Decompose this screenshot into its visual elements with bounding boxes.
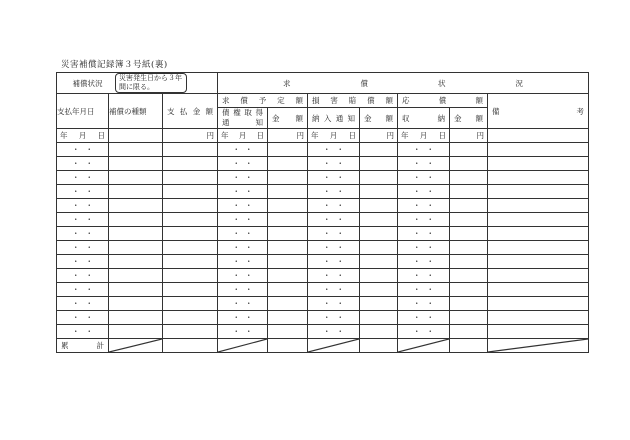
date-dots: ・ ・ xyxy=(323,201,345,210)
amount3-cell[interactable] xyxy=(450,255,488,269)
total-amount-cell[interactable] xyxy=(268,339,308,353)
collected-cell[interactable] xyxy=(398,171,450,185)
amount-cell[interactable] xyxy=(268,129,308,143)
date-dots: ・ ・ xyxy=(72,285,93,294)
collected-cell[interactable] xyxy=(398,227,450,241)
amount3-cell[interactable] xyxy=(450,227,488,241)
compensation-record-table xyxy=(56,72,589,353)
amount-cell[interactable] xyxy=(268,171,308,185)
pay-date-cell[interactable] xyxy=(57,311,109,325)
amount3-cell[interactable] xyxy=(450,297,488,311)
amount2-cell[interactable] xyxy=(360,297,398,311)
total-blank-cell xyxy=(488,339,589,353)
pay-amount-cell[interactable] xyxy=(163,143,218,157)
notice-cell[interactable] xyxy=(308,199,360,213)
comp-type-cell[interactable] xyxy=(109,283,163,297)
collected-cell[interactable] xyxy=(398,241,450,255)
amount2-cell[interactable] xyxy=(360,171,398,185)
amount-cell[interactable] xyxy=(268,269,308,283)
claim-right-cell[interactable] xyxy=(218,255,268,269)
date-dots: ・ ・ xyxy=(323,159,345,168)
date-dots: ・ ・ xyxy=(72,215,93,224)
amount3-cell[interactable] xyxy=(450,213,488,227)
amount-cell[interactable] xyxy=(268,325,308,339)
pay-amount-header: 支 払 金 額 xyxy=(163,94,218,129)
date-dots: ・ ・ xyxy=(232,271,253,280)
pay-date-cell[interactable] xyxy=(57,129,109,143)
claim-right-cell[interactable] xyxy=(218,241,268,255)
date-dots: ・ ・ xyxy=(323,243,345,252)
date-dots: ・ ・ xyxy=(323,229,345,238)
date-dots: ・ ・ xyxy=(323,187,345,196)
total-blank-cell xyxy=(398,339,450,353)
remarks-cell[interactable] xyxy=(488,241,589,255)
date-dots: ・ ・ xyxy=(72,159,93,168)
amount2-cell[interactable] xyxy=(360,143,398,157)
pay-date-cell[interactable] xyxy=(57,157,109,171)
date-unit: 年 月 日 xyxy=(221,131,265,140)
date-dots: ・ ・ xyxy=(413,201,435,210)
pay-amount-cell[interactable] xyxy=(163,297,218,311)
collected-cell[interactable] xyxy=(398,185,450,199)
remarks-cell[interactable] xyxy=(488,325,589,339)
claim-status-char: 求 xyxy=(283,78,291,88)
amount2-cell[interactable] xyxy=(360,227,398,241)
total-label-cell: 累 計 xyxy=(57,339,109,353)
amount2-cell[interactable] xyxy=(360,157,398,171)
date-dots: ・ ・ xyxy=(232,187,253,196)
notice-cell[interactable] xyxy=(308,143,360,157)
collected-header: 収 納 xyxy=(398,108,450,129)
notice-header: 納 入 通 知 xyxy=(308,108,360,129)
pay-date-cell[interactable] xyxy=(57,185,109,199)
comp-type-cell[interactable] xyxy=(109,311,163,325)
claim-status-char: 償 xyxy=(360,78,369,88)
pay-date-cell[interactable] xyxy=(57,241,109,255)
claim-right-cell[interactable] xyxy=(218,325,268,339)
collected-cell[interactable] xyxy=(398,129,450,143)
table-row xyxy=(57,269,589,283)
pay-date-cell[interactable] xyxy=(57,283,109,297)
comp-type-cell[interactable] xyxy=(109,241,163,255)
claim-right-cell[interactable] xyxy=(218,283,268,297)
status-header xyxy=(57,73,218,94)
pay-date-cell[interactable] xyxy=(57,325,109,339)
yen-unit: 円 xyxy=(476,131,485,140)
date-dots: ・ ・ xyxy=(72,243,93,252)
damages-header: 損 害 賠 償 額 xyxy=(308,94,398,108)
comp-type-header: 補償の種類 xyxy=(109,94,163,129)
date-dots: ・ ・ xyxy=(413,243,435,252)
comp-type-cell[interactable] xyxy=(109,269,163,283)
header-row-1 xyxy=(57,73,589,94)
amount2-cell[interactable] xyxy=(360,241,398,255)
notice-cell[interactable] xyxy=(308,255,360,269)
date-dots: ・ ・ xyxy=(323,145,345,154)
limit-note: 災害発生日から３年間に限る。 xyxy=(115,73,187,93)
amount-cell[interactable] xyxy=(268,241,308,255)
remarks-cell[interactable] xyxy=(488,213,589,227)
date-dots: ・ ・ xyxy=(413,215,435,224)
claim-right-cell[interactable] xyxy=(218,269,268,283)
claim-right-header: 債 権 取 得 通 知 xyxy=(218,108,268,129)
amount-cell[interactable] xyxy=(268,143,308,157)
date-unit: 年 月 日 xyxy=(311,131,357,140)
amount2-cell[interactable] xyxy=(360,129,398,143)
claim-right-cell[interactable] xyxy=(218,129,268,143)
amount-cell[interactable] xyxy=(268,199,308,213)
pay-date-cell[interactable] xyxy=(57,171,109,185)
comp-type-cell[interactable] xyxy=(109,157,163,171)
remarks-cell[interactable] xyxy=(488,143,589,157)
pay-date-cell[interactable] xyxy=(57,143,109,157)
amount2-header: 金 額 xyxy=(360,108,398,129)
claim-right-cell[interactable] xyxy=(218,227,268,241)
claim-right-cell[interactable] xyxy=(218,185,268,199)
table-row xyxy=(57,241,589,255)
date-dots: ・ ・ xyxy=(72,313,93,322)
pay-amount-cell[interactable] xyxy=(163,199,218,213)
amount-cell[interactable] xyxy=(268,157,308,171)
comp-type-cell[interactable] xyxy=(109,297,163,311)
date-dots: ・ ・ xyxy=(323,215,345,224)
pay-amount-cell[interactable] xyxy=(163,311,218,325)
date-dots: ・ ・ xyxy=(232,145,253,154)
date-dots: ・ ・ xyxy=(413,327,435,336)
amount2-cell[interactable] xyxy=(360,185,398,199)
amount2-cell[interactable] xyxy=(360,199,398,213)
table-row xyxy=(57,213,589,227)
amount-cell[interactable] xyxy=(268,185,308,199)
table-row xyxy=(57,185,589,199)
claim-plan-header: 求 償 予 定 額 xyxy=(218,94,308,108)
pay-date-cell[interactable] xyxy=(57,199,109,213)
date-dots: ・ ・ xyxy=(413,229,435,238)
table-row xyxy=(57,157,589,171)
amount3-cell[interactable] xyxy=(450,157,488,171)
date-dots: ・ ・ xyxy=(232,257,253,266)
remarks-cell[interactable] xyxy=(488,185,589,199)
collected-cell[interactable] xyxy=(398,269,450,283)
comp-type-cell[interactable] xyxy=(109,325,163,339)
pay-amount-cell[interactable] xyxy=(163,213,218,227)
notice-cell[interactable] xyxy=(308,157,360,171)
date-dots: ・ ・ xyxy=(323,285,345,294)
date-dots: ・ ・ xyxy=(232,159,253,168)
amount3-cell[interactable] xyxy=(450,143,488,157)
form-title: 災害補償記録簿３号紙(裏) xyxy=(61,60,168,70)
amount3-cell[interactable] xyxy=(450,325,488,339)
collected-cell[interactable] xyxy=(398,297,450,311)
date-dots: ・ ・ xyxy=(413,173,435,182)
date-dots: ・ ・ xyxy=(323,299,345,308)
paid-header: 応 償 額 xyxy=(398,94,488,108)
date-dots: ・ ・ xyxy=(323,313,345,322)
remarks-cell[interactable] xyxy=(488,171,589,185)
notice-cell[interactable] xyxy=(308,171,360,185)
claim-status-char: 状 xyxy=(438,78,446,88)
amount3-cell[interactable] xyxy=(450,199,488,213)
comp-type-cell[interactable] xyxy=(109,171,163,185)
amount3-cell[interactable] xyxy=(450,129,488,143)
date-dots: ・ ・ xyxy=(413,257,435,266)
collected-cell[interactable] xyxy=(398,283,450,297)
pay-amount-cell[interactable] xyxy=(163,325,218,339)
status-label: 補償状況 xyxy=(72,78,103,88)
date-dots: ・ ・ xyxy=(232,215,253,224)
date-dots: ・ ・ xyxy=(413,313,435,322)
claim-status-header xyxy=(218,73,589,94)
remarks-cell[interactable] xyxy=(488,255,589,269)
table-row xyxy=(57,297,589,311)
date-dots: ・ ・ xyxy=(72,145,93,154)
table-row xyxy=(57,311,589,325)
comp-type-cell[interactable] xyxy=(109,129,163,143)
pay-date-cell[interactable] xyxy=(57,213,109,227)
amount-cell[interactable] xyxy=(268,311,308,325)
amount3-cell[interactable] xyxy=(450,311,488,325)
amount3-cell[interactable] xyxy=(450,185,488,199)
total-blank-cell xyxy=(109,339,163,353)
claim-right-cell[interactable] xyxy=(218,297,268,311)
date-dots: ・ ・ xyxy=(323,257,345,266)
remarks-header: 備 考 xyxy=(488,94,589,129)
table-row xyxy=(57,227,589,241)
notice-cell[interactable] xyxy=(308,325,360,339)
remarks-cell[interactable] xyxy=(488,129,589,143)
amount-cell[interactable] xyxy=(268,297,308,311)
amount3-cell[interactable] xyxy=(450,241,488,255)
yen-unit: 円 xyxy=(296,131,305,140)
claim-status-char: 況 xyxy=(515,78,524,88)
amount2-cell[interactable] xyxy=(360,325,398,339)
remarks-cell[interactable] xyxy=(488,227,589,241)
date-unit: 年 月 日 xyxy=(60,131,105,140)
date-dots: ・ ・ xyxy=(72,173,93,182)
pay-amount-cell[interactable] xyxy=(163,227,218,241)
date-dots: ・ ・ xyxy=(413,271,435,280)
date-dots: ・ ・ xyxy=(413,187,435,196)
date-dots: ・ ・ xyxy=(232,285,253,294)
date-dots: ・ ・ xyxy=(232,313,253,322)
remarks-cell[interactable] xyxy=(488,297,589,311)
notice-cell[interactable] xyxy=(308,185,360,199)
collected-cell[interactable] xyxy=(398,311,450,325)
pay-date-cell[interactable] xyxy=(57,297,109,311)
pay-date-cell[interactable] xyxy=(57,269,109,283)
claim-right-cell[interactable] xyxy=(218,199,268,213)
amount-cell[interactable] xyxy=(268,283,308,297)
header-row-2 xyxy=(57,94,589,108)
pay-amount-cell[interactable] xyxy=(163,185,218,199)
date-dots: ・ ・ xyxy=(232,173,253,182)
total-amount2-cell[interactable] xyxy=(360,339,398,353)
remarks-cell[interactable] xyxy=(488,269,589,283)
total-row xyxy=(57,339,589,353)
notice-cell[interactable] xyxy=(308,241,360,255)
notice-cell[interactable] xyxy=(308,269,360,283)
comp-type-cell[interactable] xyxy=(109,213,163,227)
comp-type-cell[interactable] xyxy=(109,143,163,157)
claim-right-cell[interactable] xyxy=(218,171,268,185)
total-blank-cell xyxy=(308,339,360,353)
collected-cell[interactable] xyxy=(398,157,450,171)
table-row xyxy=(57,129,589,143)
claim-right-cell[interactable] xyxy=(218,143,268,157)
date-dots: ・ ・ xyxy=(72,327,93,336)
pay-date-cell[interactable] xyxy=(57,255,109,269)
yen-unit: 円 xyxy=(386,131,395,140)
amount2-cell[interactable] xyxy=(360,213,398,227)
date-dots: ・ ・ xyxy=(323,271,345,280)
date-dots: ・ ・ xyxy=(72,201,93,210)
date-dots: ・ ・ xyxy=(413,285,435,294)
remarks-cell[interactable] xyxy=(488,311,589,325)
date-dots: ・ ・ xyxy=(232,299,253,308)
table-row xyxy=(57,171,589,185)
pay-amount-cell[interactable] xyxy=(163,171,218,185)
amount3-cell[interactable] xyxy=(450,269,488,283)
table-row xyxy=(57,143,589,157)
comp-type-cell[interactable] xyxy=(109,185,163,199)
date-dots: ・ ・ xyxy=(323,173,345,182)
amount2-cell[interactable] xyxy=(360,311,398,325)
date-dots: ・ ・ xyxy=(413,299,435,308)
claim-right-cell[interactable] xyxy=(218,157,268,171)
amount3-cell[interactable] xyxy=(450,171,488,185)
date-dots: ・ ・ xyxy=(413,159,435,168)
yen-unit: 円 xyxy=(206,131,215,140)
notice-cell[interactable] xyxy=(308,129,360,143)
date-dots: ・ ・ xyxy=(72,229,93,238)
date-dots: ・ ・ xyxy=(232,243,253,252)
amount-cell[interactable] xyxy=(268,255,308,269)
claim-right-cell[interactable] xyxy=(218,311,268,325)
comp-type-cell[interactable] xyxy=(109,199,163,213)
date-dots: ・ ・ xyxy=(323,327,345,336)
amount-cell[interactable] xyxy=(268,213,308,227)
amount-cell[interactable] xyxy=(268,227,308,241)
date-dots: ・ ・ xyxy=(232,327,253,336)
notice-cell[interactable] xyxy=(308,213,360,227)
date-unit: 年 月 日 xyxy=(401,131,447,140)
total-amount3-cell[interactable] xyxy=(450,339,488,353)
date-dots: ・ ・ xyxy=(72,187,93,196)
table-row xyxy=(57,283,589,297)
table-row xyxy=(57,255,589,269)
remarks-cell[interactable] xyxy=(488,199,589,213)
pay-amount-cell[interactable] xyxy=(163,255,218,269)
amount-header: 金 額 xyxy=(268,108,308,129)
date-dots: ・ ・ xyxy=(413,145,435,154)
notice-cell[interactable] xyxy=(308,283,360,297)
date-dots: ・ ・ xyxy=(72,299,93,308)
total-pay-cell[interactable] xyxy=(163,339,218,353)
date-dots: ・ ・ xyxy=(232,229,253,238)
pay-date-header: 支払年月日 xyxy=(57,94,109,129)
amount2-cell[interactable] xyxy=(360,269,398,283)
collected-cell[interactable] xyxy=(398,255,450,269)
comp-type-cell[interactable] xyxy=(109,227,163,241)
notice-cell[interactable] xyxy=(308,311,360,325)
date-dots: ・ ・ xyxy=(72,257,93,266)
collected-cell[interactable] xyxy=(398,213,450,227)
remarks-cell[interactable] xyxy=(488,283,589,297)
amount3-cell[interactable] xyxy=(450,283,488,297)
comp-type-cell[interactable] xyxy=(109,255,163,269)
total-blank-cell xyxy=(218,339,268,353)
notice-cell[interactable] xyxy=(308,227,360,241)
amount3-header: 金 額 xyxy=(450,108,488,129)
collected-cell[interactable] xyxy=(398,199,450,213)
pay-amount-cell[interactable] xyxy=(163,283,218,297)
remarks-cell[interactable] xyxy=(488,157,589,171)
pay-amount-cell[interactable] xyxy=(163,157,218,171)
date-dots: ・ ・ xyxy=(72,271,93,280)
pay-amount-cell[interactable] xyxy=(163,241,218,255)
claim-right-cell[interactable] xyxy=(218,213,268,227)
table-row xyxy=(57,325,589,339)
pay-date-cell[interactable] xyxy=(57,227,109,241)
amount2-cell[interactable] xyxy=(360,283,398,297)
collected-cell[interactable] xyxy=(398,143,450,157)
table-row xyxy=(57,199,589,213)
collected-cell[interactable] xyxy=(398,325,450,339)
pay-amount-cell[interactable] xyxy=(163,269,218,283)
amount2-cell[interactable] xyxy=(360,255,398,269)
date-dots: ・ ・ xyxy=(232,201,253,210)
notice-cell[interactable] xyxy=(308,297,360,311)
pay-amount-cell[interactable] xyxy=(163,129,218,143)
